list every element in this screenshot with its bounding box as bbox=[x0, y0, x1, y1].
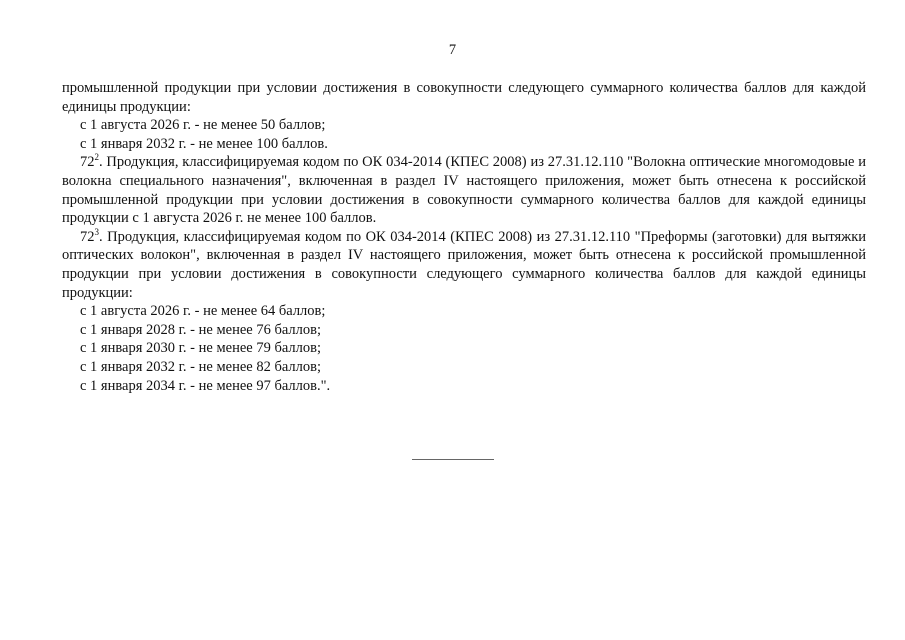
clause-number: 72 bbox=[80, 154, 95, 171]
intro-paragraph: промышленной продукции при условии достижения в совокупности следующего суммарного количества баллов для каждой единицы продукции: bbox=[62, 80, 866, 115]
end-divider bbox=[412, 459, 494, 460]
threshold-line: с 1 января 2030 г. - не менее 79 баллов; bbox=[80, 340, 321, 357]
threshold-line: с 1 января 2034 г. - не менее 97 баллов.". bbox=[80, 377, 331, 394]
intro-list-item: с 1 января 2032 г. - не менее 100 баллов. bbox=[80, 135, 328, 152]
document-body bbox=[62, 79, 866, 395]
clause-text: . Продукция, классифицируемая кодом по ОК 034-2014 (КПЕС 2008) из 27.31.12.110 "Преформы (заготовки) для вытяжки оптических волокон", включенная в раздел IV настоящего приложения, может быть отнесена к российской промышленной продукции при условии достижения в совокупности следующего суммарного количества баллов для каждой единицы продукции: bbox=[62, 228, 866, 301]
threshold-line: с 1 января 2028 г. - не менее 76 баллов; bbox=[80, 321, 321, 338]
intro-list-item: с 1 августа 2026 г. - не менее 50 баллов; bbox=[80, 117, 326, 134]
clause-72-3 bbox=[62, 228, 866, 302]
clause-superscript: 3 bbox=[94, 226, 99, 237]
page-number: 7 bbox=[448, 42, 457, 58]
threshold-line: с 1 января 2032 г. - не менее 82 баллов; bbox=[80, 358, 321, 375]
clause-text: . Продукция, классифицируемая кодом по ОК 034-2014 (КПЕС 2008) из 27.31.12.110 "Волокна оптические многомодовые и волокна специального назначения", включенная в раздел IV настоящего приложения, может быть отнесена к российской промышленной продукции при условии достижения в совокупности суммарного количества баллов для каждой единицы продукции с 1 августа 2026 г. не менее 100 баллов. bbox=[62, 154, 866, 227]
clause-72-2 bbox=[62, 153, 866, 227]
threshold-line: с 1 августа 2026 г. - не менее 64 баллов; bbox=[80, 303, 326, 320]
clause-superscript: 2 bbox=[94, 152, 99, 163]
clause-number: 72 bbox=[80, 228, 95, 245]
